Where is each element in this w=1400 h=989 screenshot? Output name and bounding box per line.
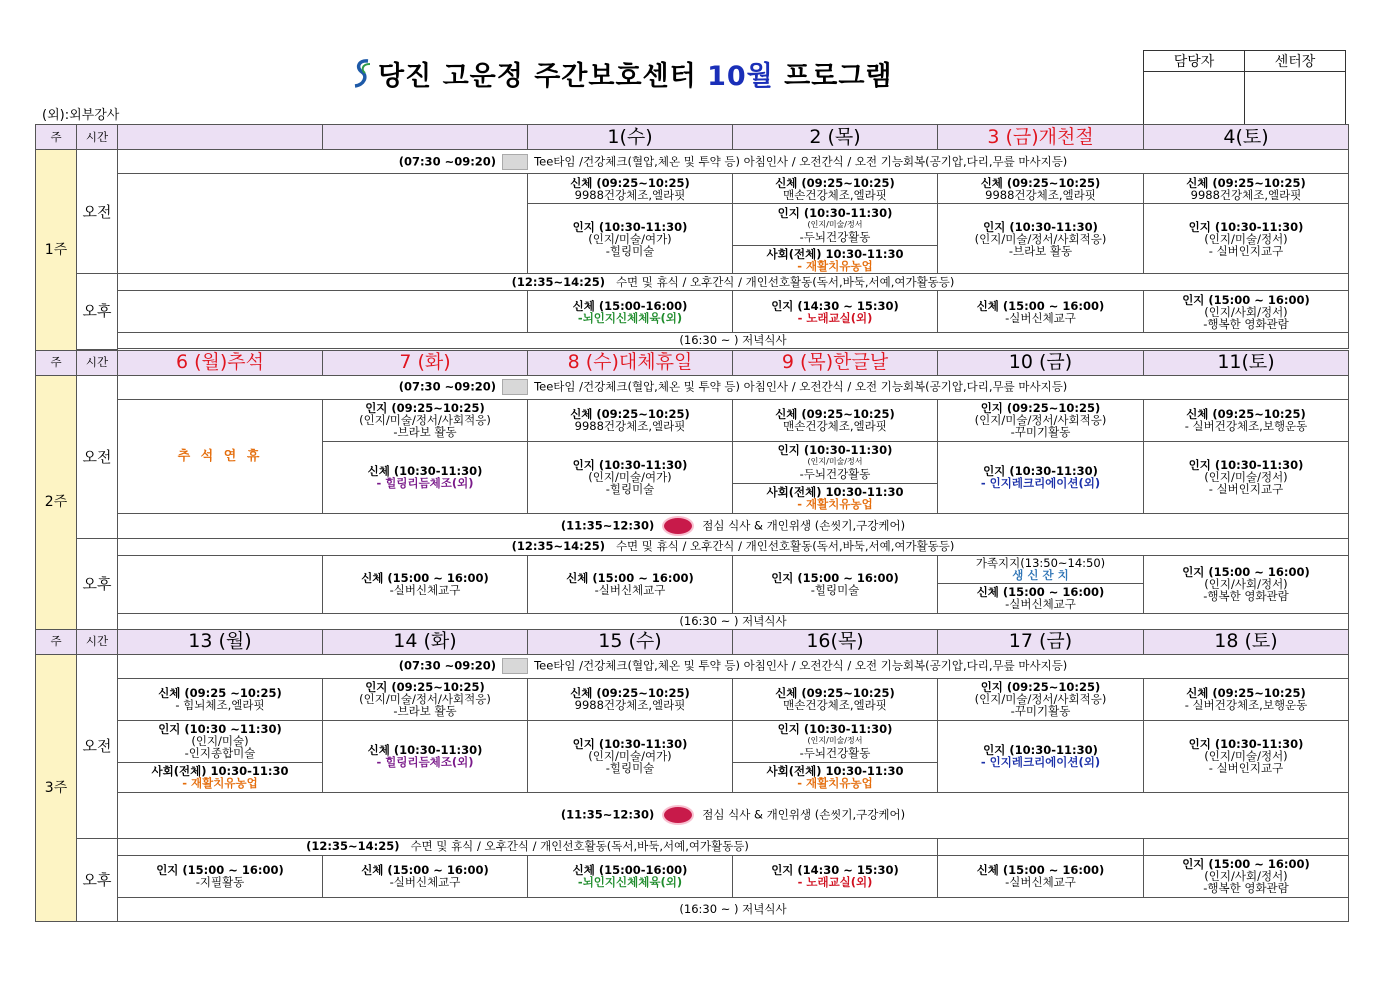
program-cell: 신체 (09:25~10:25) - 실버건강체조,보행운동 xyxy=(1144,399,1349,441)
time-header: 시간 xyxy=(77,629,118,654)
program-cell: 신체 (15:00 ~ 16:00) -실버신체교구 xyxy=(528,555,733,613)
external-note: (외):외부강사 xyxy=(42,108,120,123)
program-cell: 인지 (09:25~10:25) (인지/미술/정서/사회적응) -꾸미기활동 xyxy=(938,399,1144,441)
program-cell: 인지 (10:30-11:30) (인지/미술/정서) - 실버인지교구 xyxy=(1144,204,1349,274)
pm-label: 오후 xyxy=(77,274,118,350)
day-header: 18 (토) xyxy=(1144,629,1349,654)
program-cell: 인지 (14:30 ~ 15:30) - 노래교실(외) xyxy=(733,291,938,333)
title-pre: 당진 고운정 주간보호센터 xyxy=(378,61,708,92)
title-month: 10월 xyxy=(707,61,774,92)
day-header: 4(토) xyxy=(1144,125,1349,150)
approval-box xyxy=(1143,50,1346,127)
program-cell: 신체 (09:25~10:25) 9988건강체조,엘라핏 xyxy=(1144,174,1349,204)
approver-label: 담당자 xyxy=(1144,51,1245,72)
program-cell: 신체 (15:00 ~ 16:00) -실버신체교구 xyxy=(323,855,528,897)
ju-header: 주 xyxy=(36,629,77,654)
lunch-routine: (11:35~12:30) 점심 식사 & 개인위생 (손씻기,구강케어) xyxy=(118,513,1349,538)
meal-icon xyxy=(662,516,694,536)
program-cell: 신체 (09:25~10:25) - 실버건강체조,보행운동 xyxy=(1144,678,1349,720)
day-header: 2 (목) xyxy=(733,125,938,150)
program-cell: 인지 (10:30-11:30) (인지/미술/여가) -힐링미술 xyxy=(528,204,733,274)
program-cell: 사회(전체) 10:30-11:30 - 재활치유농업 xyxy=(733,483,938,513)
program-cell: 사회(전체) 10:30-11:30 - 재활치유농업 xyxy=(118,762,323,792)
program-cell: 신체 (09:25~10:25) 9988건강체조,엘라핏 xyxy=(528,678,733,720)
day-header-holiday: 8 (수)대체휴일 xyxy=(528,350,733,375)
program-cell: 인지 (10:30-11:30) (인지/미술/정서/사회적응) -브라보 활동 xyxy=(938,204,1144,274)
time-header: 시간 xyxy=(77,350,118,375)
rest-routine: (12:35~14:25) 수면 및 휴식 / 오후간식 / 개인선호활동(독서,바둑,서예,여가활동등) xyxy=(118,838,938,855)
schedule-table xyxy=(35,124,1349,922)
program-cell: 신체 (15:00-16:00) -뇌인지신체체육(외) xyxy=(528,855,733,897)
tea-icon xyxy=(502,154,528,170)
program-cell: 신체 (10:30-11:30) - 힐링리듬체조(외) xyxy=(323,441,528,513)
chuseok-holiday: 추 석 연 휴 xyxy=(118,399,323,513)
day-header: 11(토) xyxy=(1144,350,1349,375)
tea-icon xyxy=(502,379,528,395)
program-cell: 신체 (09:25~10:25) 맨손건강체조,엘라핏 xyxy=(733,678,938,720)
program-cell: 인지 (10:30-11:30) (인지/미술/정서 -두뇌건강활동 xyxy=(733,720,938,762)
week2-header-row xyxy=(36,350,1349,375)
program-cell: 인지 (14:30 ~ 15:30) - 노래교실(외) xyxy=(733,855,938,897)
program-cell: 인지 (10:30 ~11:30) (인지/미술) -인지종합미술 xyxy=(118,720,323,762)
program-cell: 인지 (10:30-11:30) (인지/미술/여가) -힐링미술 xyxy=(528,441,733,513)
program-cell: 인지 (15:00 ~ 16:00) (인지/사회/정서) -행복한 영화관람 xyxy=(1144,291,1349,333)
rest-routine: (12:35~14:25) 수면 및 휴식 / 오후간식 / 개인선호활동(독서,바둑,서예,여가활동등) xyxy=(118,274,1349,291)
program-cell: 인지 (10:30-11:30) (인지/미술/정서) - 실버인지교구 xyxy=(1144,720,1349,792)
empty-cell xyxy=(1144,838,1349,855)
day-header: 1(수) xyxy=(528,125,733,150)
tea-icon xyxy=(502,658,528,674)
program-cell: 인지 (10:30-11:30) - 인지레크리에이션(외) xyxy=(938,441,1144,513)
empty-cell xyxy=(938,838,1144,855)
program-cell: 인지 (10:30-11:30) - 인지레크리에이션(외) xyxy=(938,720,1144,792)
program-cell: 신체 (15:00 ~ 16:00) -실버신체교구 xyxy=(938,855,1144,897)
week3-header-row xyxy=(36,629,1349,654)
program-cell: 사회(전체) 10:30-11:30 - 재활치유농업 xyxy=(733,246,938,274)
dinner-row: (16:30 ~ ) 저녁식사 xyxy=(118,613,1349,629)
morning-routine: (07:30 ~09:20) Tee타임 /건강체크(혈압,체온 및 투약 등) 아침인사 / 오전간식 / 오전 기능회복(공기압,다리,무릎 마사지등) xyxy=(118,654,1349,678)
morning-routine: (07:30 ~09:20) Tee타임 /건강체크(혈압,체온 및 투약 등) 아침인사 / 오전간식 / 오전 기능회복(공기압,다리,무릎 마사지등) xyxy=(118,150,1349,174)
page-title xyxy=(350,54,893,93)
program-cell: 인지 (09:25~10:25) (인지/미술/정서/사회적응) -브라보 활동 xyxy=(323,678,528,720)
program-cell: 신체 (15:00 ~ 16:00) -실버신체교구 xyxy=(323,555,528,613)
week-label: 1주 xyxy=(36,150,77,351)
lunch-routine: (11:35~12:30) 점심 식사 & 개인위생 (손씻기,구강케어) xyxy=(118,792,1349,838)
am-label: 오전 xyxy=(77,150,118,274)
rest-routine: (12:35~14:25) 수면 및 휴식 / 오후간식 / 개인선호활동(독서,바둑,서예,여가활동등) xyxy=(118,538,1349,555)
time-header: 시간 xyxy=(77,125,118,150)
program-cell: 신체 (09:25~10:25) 맨손건강체조,엘라핏 xyxy=(733,399,938,441)
logo-icon xyxy=(350,58,374,90)
title-post: 프로그램 xyxy=(773,61,893,92)
program-cell: 신체 (15:00 ~ 16:00) -실버신체교구 xyxy=(938,291,1144,333)
day-header: 17 (금) xyxy=(938,629,1144,654)
day-empty xyxy=(323,125,528,150)
program-cell: 인지 (15:00 ~ 16:00) -힐링미술 xyxy=(733,555,938,613)
director-signature xyxy=(1245,72,1346,127)
empty-cell xyxy=(118,174,528,274)
day-header-holiday: 6 (월)추석 xyxy=(118,350,323,375)
program-cell: 인지 (10:30-11:30) (인지/미술/여가) -힐링미술 xyxy=(528,720,733,792)
day-header-holiday: 3 (금)개천절 xyxy=(938,125,1144,150)
dinner-row: (16:30 ~ ) 저녁식사 xyxy=(118,897,1349,921)
pm-label: 오후 xyxy=(77,838,118,922)
program-cell: 신체 (15:00-16:00) -뇌인지신체체육(외) xyxy=(528,291,733,333)
program-cell: 인지 (15:00 ~ 16:00) -지필활동 xyxy=(118,855,323,897)
week-label: 3주 xyxy=(36,654,77,922)
program-cell: 인지 (10:30-11:30) (인지/미술/정서) - 실버인지교구 xyxy=(1144,441,1349,513)
day-header: 15 (수) xyxy=(528,629,733,654)
day-header: 13 (월) xyxy=(118,629,323,654)
program-cell: 인지 (10:30-11:30) (인지/미술/정서 -두뇌건강활동 xyxy=(733,204,938,246)
empty-cell xyxy=(118,555,323,613)
day-header-holiday: 7 (화) xyxy=(323,350,528,375)
meal-icon xyxy=(662,805,694,825)
week1-header-row xyxy=(36,125,1349,150)
am-label: 오전 xyxy=(77,654,118,838)
program-cell: 인지 (09:25~10:25) (인지/미술/정서/사회적응) -브라보 활동 xyxy=(323,399,528,441)
program-cell: 사회(전체) 10:30-11:30 - 재활치유농업 xyxy=(733,762,938,792)
program-cell: 신체 (09:25~10:25) 9988건강체조,엘라핏 xyxy=(528,399,733,441)
spacer xyxy=(118,921,1349,922)
program-cell: 신체 (09:25 ~10:25) - 힘뇌체조,엘라핏 xyxy=(118,678,323,720)
day-header: 14 (화) xyxy=(323,629,528,654)
program-cell: 인지 (09:25~10:25) (인지/미술/정서/사회적응) -꾸미기활동 xyxy=(938,678,1144,720)
director-label: 센터장 xyxy=(1245,51,1346,72)
empty-cell xyxy=(118,291,528,333)
ju-header: 주 xyxy=(36,125,77,150)
day-empty xyxy=(118,125,323,150)
program-cell: 신체 (15:00 ~ 16:00) -실버신체교구 xyxy=(938,583,1144,613)
day-header-holiday: 9 (목)한글날 xyxy=(733,350,938,375)
ju-header: 주 xyxy=(36,350,77,375)
program-cell: 인지 (15:00 ~ 16:00) (인지/사회/정서) -행복한 영화관람 xyxy=(1144,555,1349,613)
pm-label: 오후 xyxy=(77,538,118,629)
program-cell: 신체 (10:30-11:30) - 힐링리듬체조(외) xyxy=(323,720,528,792)
program-cell: 신체 (09:25~10:25) 9988건강체조,엘라핏 xyxy=(528,174,733,204)
program-cell: 인지 (10:30-11:30) (인지/미술/정서 -두뇌건강활동 xyxy=(733,441,938,483)
program-cell: 인지 (15:00 ~ 16:00) (인지/사회/정서) -행복한 영화관람 xyxy=(1144,855,1349,897)
day-header: 16(목) xyxy=(733,629,938,654)
program-cell: 신체 (09:25~10:25) 맨손건강체조,엘라핏 xyxy=(733,174,938,204)
day-header: 10 (금) xyxy=(938,350,1144,375)
week-label: 2주 xyxy=(36,375,77,629)
program-cell: 신체 (09:25~10:25) 9988건강체조,엘라핏 xyxy=(938,174,1144,204)
am-label: 오전 xyxy=(77,375,118,538)
program-cell: 가족지지(13:50~14:50) 생 신 잔 치 xyxy=(938,555,1144,583)
morning-routine: (07:30 ~09:20) Tee타임 /건강체크(혈압,체온 및 투약 등) 아침인사 / 오전간식 / 오전 기능회복(공기압,다리,무릎 마사지등) xyxy=(118,375,1349,399)
approver-signature xyxy=(1144,72,1245,127)
dinner-row: (16:30 ~ ) 저녁식사 xyxy=(118,333,1349,349)
